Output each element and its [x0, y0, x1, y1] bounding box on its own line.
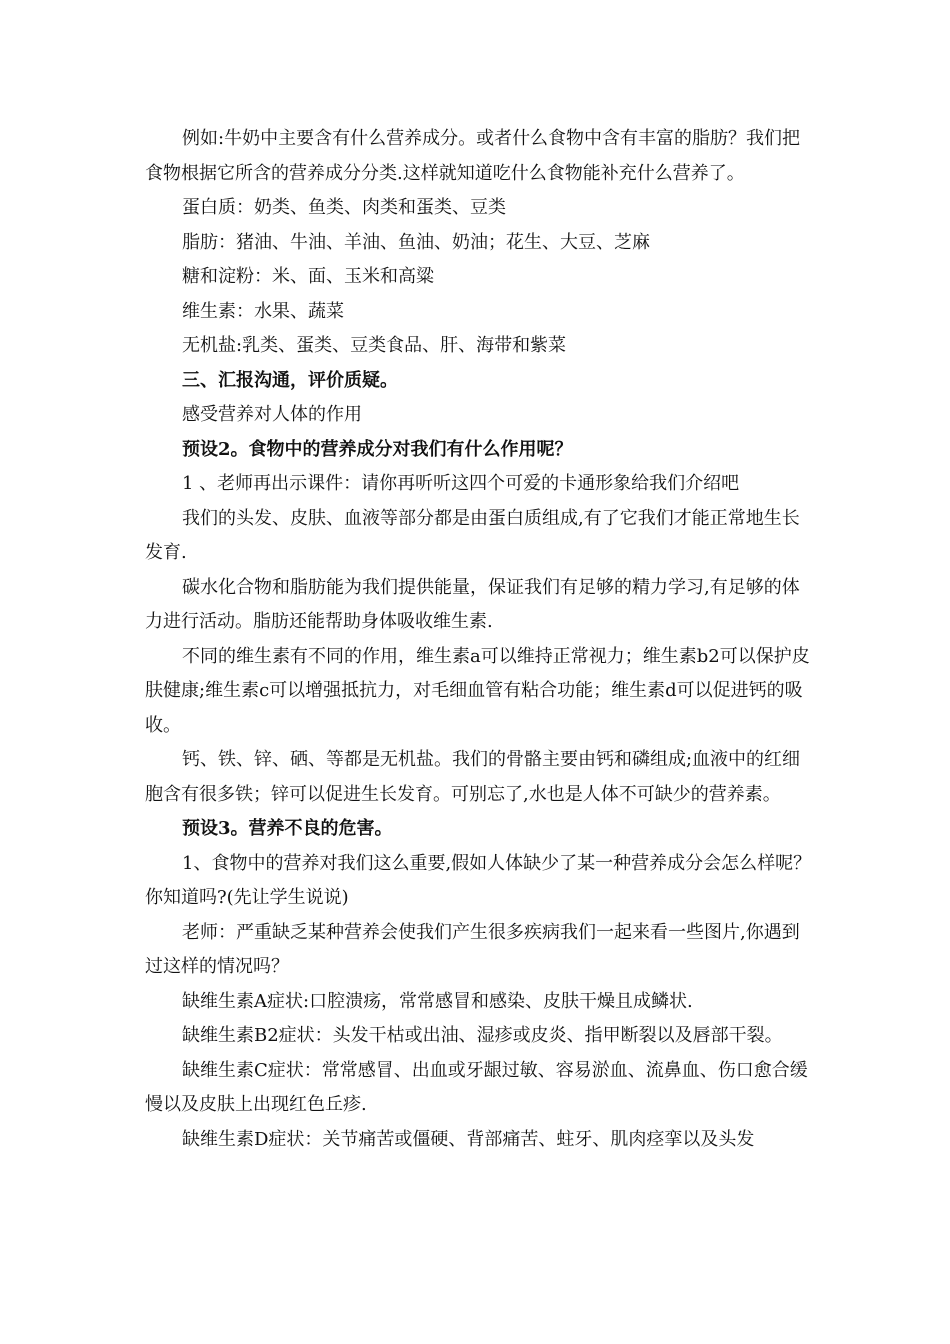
paragraph-vitamins: 维生素：水果、蔬菜 — [182, 300, 344, 322]
heading-section-three: 三、汇报沟通，评价质疑。 — [182, 369, 398, 391]
paragraph-vitamin-c-deficiency: 缺维生素C症状：常常感冒、出血或牙龈过敏、容易淤血、流鼻血、伤口愈合缓慢以及皮肤上出现红色丘疹. — [145, 1059, 808, 1115]
paragraph-protein-role: 我们的头发、皮肤、血液等部分都是由蛋白质组成,有了它我们才能正常地生长发育. — [145, 507, 800, 563]
paragraph-fat: 脂肪：猪油、牛油、羊油、鱼油、奶油；花生、大豆、芝麻 — [182, 231, 650, 253]
paragraph-minerals: 无机盐:乳类、蛋类、豆类食品、肝、海带和紫菜 — [182, 335, 567, 356]
paragraph-protein: 蛋白质：奶类、鱼类、肉类和蛋类、豆类 — [182, 197, 506, 218]
paragraph-food-classification: 例如:牛奶中主要含有什么营养成分。或者什么食物中含有丰富的脂肪？我们把食物根据它所含的营养成分分类.这样就知道吃什么食物能补充什么营养了。 — [145, 128, 801, 184]
paragraph-vitamin-d-deficiency: 缺维生素D症状：关节痛苦或僵硬、背部痛苦、蛀牙、肌肉痉挛以及头发 — [182, 1128, 755, 1150]
paragraph-courseware: 1 、老师再出示课件：请你再听听这四个可爱的卡通形象给我们介绍吧 — [182, 473, 740, 494]
heading-preset-two: 预设2。食物中的营养成分对我们有什么作用呢？ — [182, 438, 573, 460]
paragraph-mineral-role: 钙、铁、锌、硒、等都是无机盐。我们的骨骼主要由钙和磷组成;血液中的红细胞含有很多铁；锌可以促进生长发育。可别忘了,水也是人体不可缺少的营养素。 — [145, 749, 801, 805]
paragraph-deficiency-question: 1、食物中的营养对我们这么重要,假如人体缺少了某一种营养成分会怎么样呢？你知道吗?(先让学生说说) — [145, 852, 812, 908]
heading-preset-three: 预设3。营养不良的危害。 — [182, 818, 393, 839]
paragraph-vitamin-a-deficiency: 缺维生素A症状:口腔溃疡，常常感冒和感染、皮肤干燥且成鳞状. — [182, 990, 693, 1012]
paragraph-vitamin-role: 不同的维生素有不同的作用，维生素a可以维持正常视力；维生素b2可以保护皮肤健康;维生素c可以增强抵抗力，对毛细血管有粘合功能；维生素d可以促进钙的吸收。 — [145, 645, 810, 736]
paragraph-nutrition-effect: 感受营养对人体的作用 — [182, 404, 362, 425]
paragraph-carbs-fat-role: 碳水化合物和脂肪能为我们提供能量，保证我们有足够的精力学习,有足够的体力进行活动。脂肪还能帮助身体吸收维生素. — [145, 576, 800, 632]
paragraph-sugar-starch: 糖和淀粉：米、面、玉米和高粱 — [182, 266, 434, 287]
paragraph-teacher-pictures: 老师：严重缺乏某种营养会使我们产生很多疾病我们一起来看一些图片,你遇到过这样的情况吗？ — [145, 921, 800, 977]
paragraph-vitamin-b2-deficiency: 缺维生素B2症状：头发干枯或出油、湿疹或皮炎、指甲断裂以及唇部干裂。 — [182, 1025, 783, 1046]
document-body — [145, 122, 817, 1157]
